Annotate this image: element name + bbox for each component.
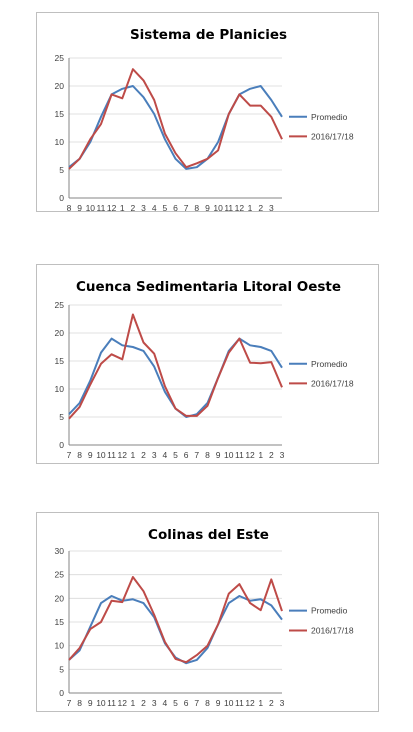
x-tick-label: 1 <box>119 203 125 213</box>
x-tick-label: 4 <box>151 203 157 213</box>
x-tick-label: 3 <box>151 698 157 708</box>
legend-label-2: 2016/17/18 <box>311 625 354 636</box>
chart-svg-3 <box>37 513 380 713</box>
x-tick-label: 12 <box>245 698 255 708</box>
y-tick-label: 25 <box>54 300 64 310</box>
y-tick-label: 15 <box>54 109 64 119</box>
x-tick-label: 11 <box>107 698 117 708</box>
x-tick-label: 2 <box>130 203 136 213</box>
x-tick-label: 10 <box>85 203 96 213</box>
x-tick-label: 11 <box>234 698 244 708</box>
y-tick-label: 0 <box>59 193 64 203</box>
x-tick-label: 12 <box>234 203 245 213</box>
y-tick-label: 15 <box>54 617 64 627</box>
y-tick-label: 0 <box>59 440 64 450</box>
x-tick-label: 9 <box>215 450 221 460</box>
y-tick-label: 10 <box>54 137 64 147</box>
y-tick-label: 15 <box>54 356 64 366</box>
x-tick-label: 10 <box>96 698 106 708</box>
y-tick-label: 25 <box>54 53 64 63</box>
x-tick-label: 2 <box>268 450 274 460</box>
x-tick-label: 4 <box>162 450 168 460</box>
series-line-1 <box>69 339 282 417</box>
x-tick-label: 3 <box>279 698 285 708</box>
x-tick-label: 1 <box>130 450 136 460</box>
x-tick-label: 8 <box>77 698 83 708</box>
x-tick-label: 12 <box>117 450 127 460</box>
x-tick-label: 12 <box>117 698 127 708</box>
chart-panel-3 <box>36 512 379 712</box>
chart-panel-2 <box>36 264 379 464</box>
x-tick-label: 3 <box>279 450 285 460</box>
y-tick-label: 5 <box>59 664 64 675</box>
x-tick-label: 11 <box>107 450 117 460</box>
legend-label-1: Promedio <box>311 605 348 616</box>
y-tick-label: 25 <box>54 569 64 580</box>
y-tick-label: 20 <box>54 81 64 91</box>
series-line-1 <box>69 596 282 663</box>
x-tick-label: 6 <box>183 698 189 708</box>
x-tick-label: 2 <box>268 698 274 708</box>
x-tick-label: 4 <box>162 698 168 708</box>
x-tick-label: 7 <box>194 698 200 708</box>
x-tick-label: 8 <box>194 203 200 213</box>
x-tick-label: 8 <box>205 450 210 460</box>
x-tick-label: 8 <box>77 450 83 460</box>
x-tick-label: 6 <box>173 203 178 213</box>
x-tick-label: 10 <box>96 450 106 460</box>
y-tick-label: 20 <box>54 328 64 338</box>
chart-svg-2 <box>37 265 380 465</box>
x-tick-label: 1 <box>258 450 264 460</box>
x-tick-label: 10 <box>224 698 234 708</box>
x-tick-label: 3 <box>268 203 274 213</box>
x-tick-label: 9 <box>215 698 221 708</box>
x-tick-label: 7 <box>194 450 200 460</box>
x-tick-label: 9 <box>87 450 93 460</box>
x-tick-label: 3 <box>141 203 146 213</box>
x-tick-label: 7 <box>66 450 72 460</box>
y-tick-label: 5 <box>59 412 64 422</box>
legend-label-2: 2016/17/18 <box>311 378 354 389</box>
y-tick-label: 10 <box>54 384 64 394</box>
chart-title: Colinas del Este <box>148 527 269 543</box>
x-tick-label: 11 <box>96 203 106 213</box>
legend-label-2: 2016/17/18 <box>311 131 354 142</box>
x-tick-label: 6 <box>183 450 189 460</box>
x-tick-label: 10 <box>213 203 223 213</box>
x-tick-label: 9 <box>87 698 93 708</box>
x-tick-label: 9 <box>205 203 210 213</box>
x-tick-label: 8 <box>205 698 210 708</box>
x-tick-label: 11 <box>224 203 234 213</box>
x-tick-label: 7 <box>66 698 72 708</box>
legend-label-1: Promedio <box>311 358 348 369</box>
series-line-1 <box>69 86 282 169</box>
x-tick-label: 11 <box>234 450 244 460</box>
chart-panel-1 <box>36 12 379 212</box>
x-tick-label: 2 <box>141 698 146 708</box>
chart-title: Cuenca Sedimentaria Litoral Oeste <box>75 279 342 295</box>
x-tick-label: 2 <box>141 450 146 460</box>
y-tick-label: 10 <box>54 640 64 651</box>
x-tick-label: 8 <box>66 203 72 213</box>
series-line-2 <box>69 577 282 662</box>
y-tick-label: 0 <box>59 688 64 698</box>
y-tick-label: 30 <box>54 546 64 556</box>
x-tick-label: 10 <box>224 450 234 460</box>
y-tick-label: 20 <box>54 593 64 604</box>
chart-svg-1 <box>37 13 380 213</box>
x-tick-label: 7 <box>183 203 189 213</box>
x-tick-label: 5 <box>173 450 178 460</box>
x-tick-label: 1 <box>130 698 136 708</box>
chart-title: Sistema de Planicies <box>129 27 288 43</box>
x-tick-label: 12 <box>106 203 117 213</box>
x-tick-label: 9 <box>77 203 83 213</box>
x-tick-label: 12 <box>245 450 255 460</box>
x-tick-label: 1 <box>247 203 253 213</box>
legend-label-1: Promedio <box>311 111 348 122</box>
x-tick-label: 5 <box>173 698 178 708</box>
series-line-2 <box>69 315 282 419</box>
x-tick-label: 3 <box>151 450 157 460</box>
x-tick-label: 5 <box>162 203 168 213</box>
x-tick-label: 1 <box>258 698 264 708</box>
y-tick-label: 5 <box>59 165 64 175</box>
x-tick-label: 2 <box>258 203 264 213</box>
